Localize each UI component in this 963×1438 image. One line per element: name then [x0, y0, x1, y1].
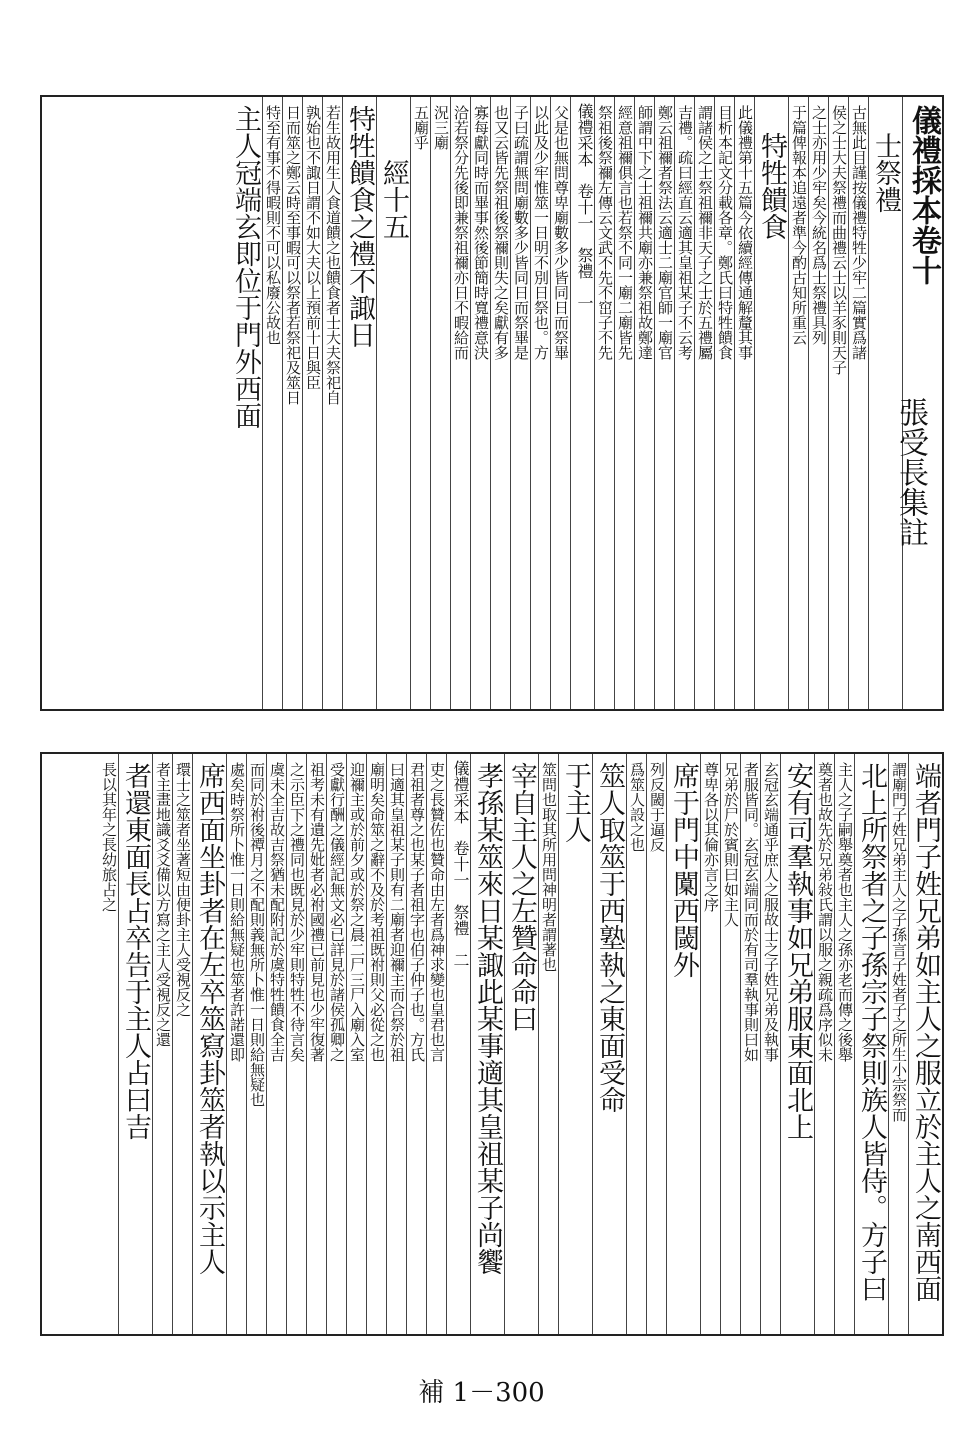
text-column: 師謂中下之士祖禰共廟亦兼祭祖故鄭達 [634, 97, 654, 709]
text-column: 日而筮之鄭云時至事暇可以祭者若祭祀及筮日 [282, 97, 302, 709]
text-column: 況三廟 [430, 97, 450, 709]
text-column: 經十五 [376, 97, 410, 709]
text-column: 之示臣下之禮同也既見於少牢則特牲不待言矣 [286, 754, 306, 1334]
text-column: 曰適其皇祖某子則有二廟者迎禰主而合祭於祖 [386, 754, 406, 1334]
text-column: 迎禰主或於前夕或於祭之晨二尸三尸入廟入室 [346, 754, 366, 1334]
text-column: 處矣時祭所卜惟一日則給無疑也筮者許諾還即 [226, 754, 246, 1334]
bottom-text-columns [42, 754, 942, 1334]
text-column: 祖考未有遺先妣者必祔國禮已前見也少牢復著 [306, 754, 326, 1334]
text-column: 經意祖禰俱言也若祭不同一廟二廟皆先 [614, 97, 634, 709]
editor-credit: 張受長集註 [893, 397, 928, 547]
text-column: 子曰疏謂無問廟數多少皆同日而祭畢是 [510, 97, 530, 709]
text-column: 廟明矣命筮之辭不及於考祖既祔則父必從之也 [366, 754, 386, 1334]
text-column: 于篇俾報本追遠者準今酌古知所重云 [788, 97, 808, 709]
text-column: 席西面坐卦者在左卒筮寫卦筮者執以示主人 [192, 754, 226, 1334]
text-column: 古無此目謹按儀禮特牲少牢二篇實爲諸 [848, 97, 868, 709]
text-column: 父是也無問尊卑廟數多少皆同日而祭畢 [550, 97, 570, 709]
text-column: 謂廟門子姓兄弟主人之子孫言子姓者子之所生小宗祭而 [888, 754, 908, 1334]
text-column: 主人冠端玄即位于門外西面 [230, 105, 261, 429]
page-number-label: 補 1－300 [418, 1378, 545, 1408]
book-title: 儀禮採本卷十 [902, 97, 942, 709]
text-column: 五廟乎 [410, 97, 430, 709]
text-column: 奠者也故先於兄弟敍氏謂以服之親疏爲序似未 [814, 754, 834, 1334]
text-column: 若生故用生人食道饋之也饋食者士大夫祭祀自 [322, 97, 342, 709]
text-column: 而同於祔後禫月之不配則義無所卜惟一日則給無疑也 [246, 754, 266, 1334]
text-column: 端者門子姓兄弟如主人之服立於主人之南西面 [908, 754, 942, 1334]
text-column: 筮問也取其所用問神明者謂著也 [538, 754, 558, 1334]
text-column: 以此及少牢惟筮一日明不別日祭也。方 [530, 97, 550, 709]
text-column: 長以其年之長幼旅占之 [100, 762, 118, 912]
text-column: 侯之士大夫祭禮而曲禮云士以羊豕則天子 [828, 97, 848, 709]
text-column: 此儀禮第十五篇今依續經傳通解釐其事 [734, 97, 754, 709]
text-column: 爲筮人設之也 [626, 754, 646, 1334]
text-column: 之士亦用少牢矣今統名爲士祭禮具列 [808, 97, 828, 709]
text-column: 者主畫地識爻爻備以方寫之主人受視反之還 [152, 754, 172, 1334]
text-column: 環士之筮者坐著短由便卦主人受視反之 [172, 754, 192, 1334]
text-column: 特牲饋食之禮不諏日 [342, 97, 376, 709]
text-column: 北上所祭者之子孫宗子祭則族人皆侍。方子曰 [854, 754, 888, 1334]
text-column: 特牲饋食 [754, 97, 788, 709]
text-column: 士祭禮 [868, 97, 902, 709]
text-column: 宰自主人之左贊命命曰 [504, 754, 538, 1334]
text-column: 者還東面長占卒告于主人占曰吉 [118, 754, 152, 1334]
text-column: 特至有事不得暇則不可以私廢公故也 [262, 97, 282, 709]
text-column: 列反閾于逼反 [646, 754, 666, 1334]
text-column: 筮人取筮于西塾執之東面受命 [592, 754, 626, 1334]
fold-margin-label: 儀禮采本 卷十一 祭禮 一 [570, 97, 594, 709]
text-column: 目析本記文分載各章。鄭氏曰特牲饋食 [714, 97, 734, 709]
text-column: 寡每獻同時而畢事然後節簡時寬禮意決 [470, 97, 490, 709]
text-column: 受獻行酬之儀經記無文必已詳見於諸侯孤卿之 [326, 754, 346, 1334]
text-column: 也又云皆先祭祖後祭禰則失之矣獻有多 [490, 97, 510, 709]
text-column: 虞未全吉故吉祭猶未配附記於虞特牲饋食全吉 [266, 754, 286, 1334]
bottom-page-panel [40, 752, 944, 1336]
text-column: 安有司羣執事如兄弟服東面北上 [780, 754, 814, 1334]
text-column: 尊卑各以其倫亦言之序 [700, 754, 720, 1334]
text-column: 吏之長贊佐也贊命由左者爲神求變也皇君也言 [426, 754, 446, 1334]
top-text-columns [42, 97, 942, 709]
text-column: 孰始也不諏日謂不如大夫以上預前十日與臣 [302, 97, 322, 709]
text-column: 主人之子嗣舉奠者也主人之孫亦老而傳之後舉 [834, 754, 854, 1334]
text-column: 玄冠玄端通乎庶人之服故士之子姓兄弟及執事 [760, 754, 780, 1334]
text-column: 吉禮。疏曰經直云適其皇祖某子不云考 [674, 97, 694, 709]
text-column: 孝孫某筮來日某諏此某事適其皇祖某子尚饗 [470, 754, 504, 1334]
text-column: 謂諸侯之士祭祖禰非天子之士於五禮屬 [694, 97, 714, 709]
text-column: 席于門中闑西閾外 [666, 754, 700, 1334]
text-column: 于主人 [558, 754, 592, 1334]
fold-margin-label: 儀禮采本 卷十一 祭禮 二 [446, 754, 470, 1334]
text-column: 洽若祭分先後即兼祭祖禰亦日不暇給而 [450, 97, 470, 709]
text-column: 鄭云祖禰者祭法云適士二廟官師一廟官 [654, 97, 674, 709]
text-column: 者服皆同。玄冠玄端同而於有司羣執事則曰如 [740, 754, 760, 1334]
top-page-panel [40, 95, 944, 711]
text-column: 兄弟於尸於賓則曰如主人 [720, 754, 740, 1334]
text-column: 祭祖後祭禰左傳云文武不先不窋子不先 [594, 97, 614, 709]
text-column: 君祖者尊之也某子者祖字也伯子仲子也。方氏 [406, 754, 426, 1334]
